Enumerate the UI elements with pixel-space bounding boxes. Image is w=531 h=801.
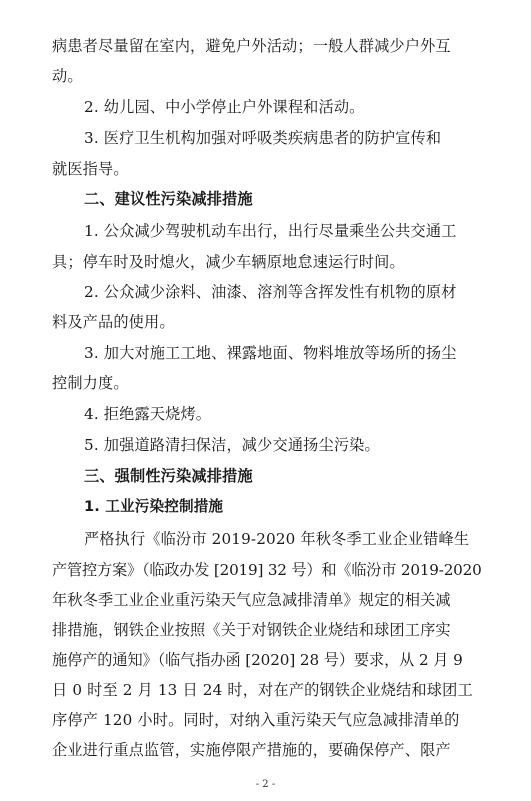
body-line: 3. 加大对施工工地、裸露地面、物料堆放等场所的扬尘 (84, 344, 457, 362)
body-line: 企业进行重点监管，实施停限产措施的，要确保停产、限产 (52, 741, 451, 759)
body-line: 2. 公众减少涂料、油漆、溶剂等含挥发性有机物的原材 (84, 283, 457, 301)
body-line: 控制力度。 (52, 374, 129, 392)
body-line: 序停产 120 小时。同时，对纳入重污染天气应急减排清单的 (52, 711, 460, 729)
body-line: 就医指导。 (52, 160, 129, 178)
body-line: 3. 医疗卫生机构加强对呼吸类疾病患者的防护宣传和 (84, 129, 442, 147)
body-line: 排措施，钢铁企业按照《关于对钢铁企业烧结和球团工序实 (52, 621, 451, 639)
subsection-heading: 1. 工业污染控制措施 (84, 498, 224, 515)
body-line: 1. 公众减少驾驶机动车出行，出行尽量乘坐公共交通工 (84, 222, 457, 240)
body-line: 2. 幼儿园、中小学停止户外课程和活动。 (84, 98, 365, 116)
body-line: 年秋冬季工业企业重污染天气应急减排清单》规定的相关减 (52, 591, 451, 609)
body-line: 产管控方案》（临政办发 [2019] 32 号）和《临汾市 2019-2020 (52, 561, 482, 579)
section-heading-2: 二、建议性污染减排措施 (84, 190, 253, 208)
body-line: 具；停车时及时熄火，减少车辆原地怠速运行时间。 (52, 253, 405, 271)
body-line: 严格执行《临汾市 2019-2020 年秋冬季工业企业错峰生 (84, 530, 470, 548)
body-line: 动。 (52, 67, 83, 85)
body-line: 施停产的通知》（临气指办函 [2020] 28 号）要求，从 2 月 9 (52, 651, 463, 669)
section-heading-3: 三、强制性污染减排措施 (84, 467, 253, 485)
body-line: 病患者尽量留在室内，避免户外活动；一般人群减少户外互 (52, 37, 451, 55)
body-line: 日 0 时至 2 月 13 日 24 时，对在产的钢铁企业烧结和球团工 (52, 681, 473, 699)
body-line: 4. 拒绝露天烧烤。 (84, 405, 212, 423)
body-line: 5. 加强道路清扫保洁，减少交通扬尘污染。 (84, 436, 380, 454)
page-number: - 2 - (255, 779, 276, 790)
body-line: 料及产品的使用。 (52, 313, 175, 331)
